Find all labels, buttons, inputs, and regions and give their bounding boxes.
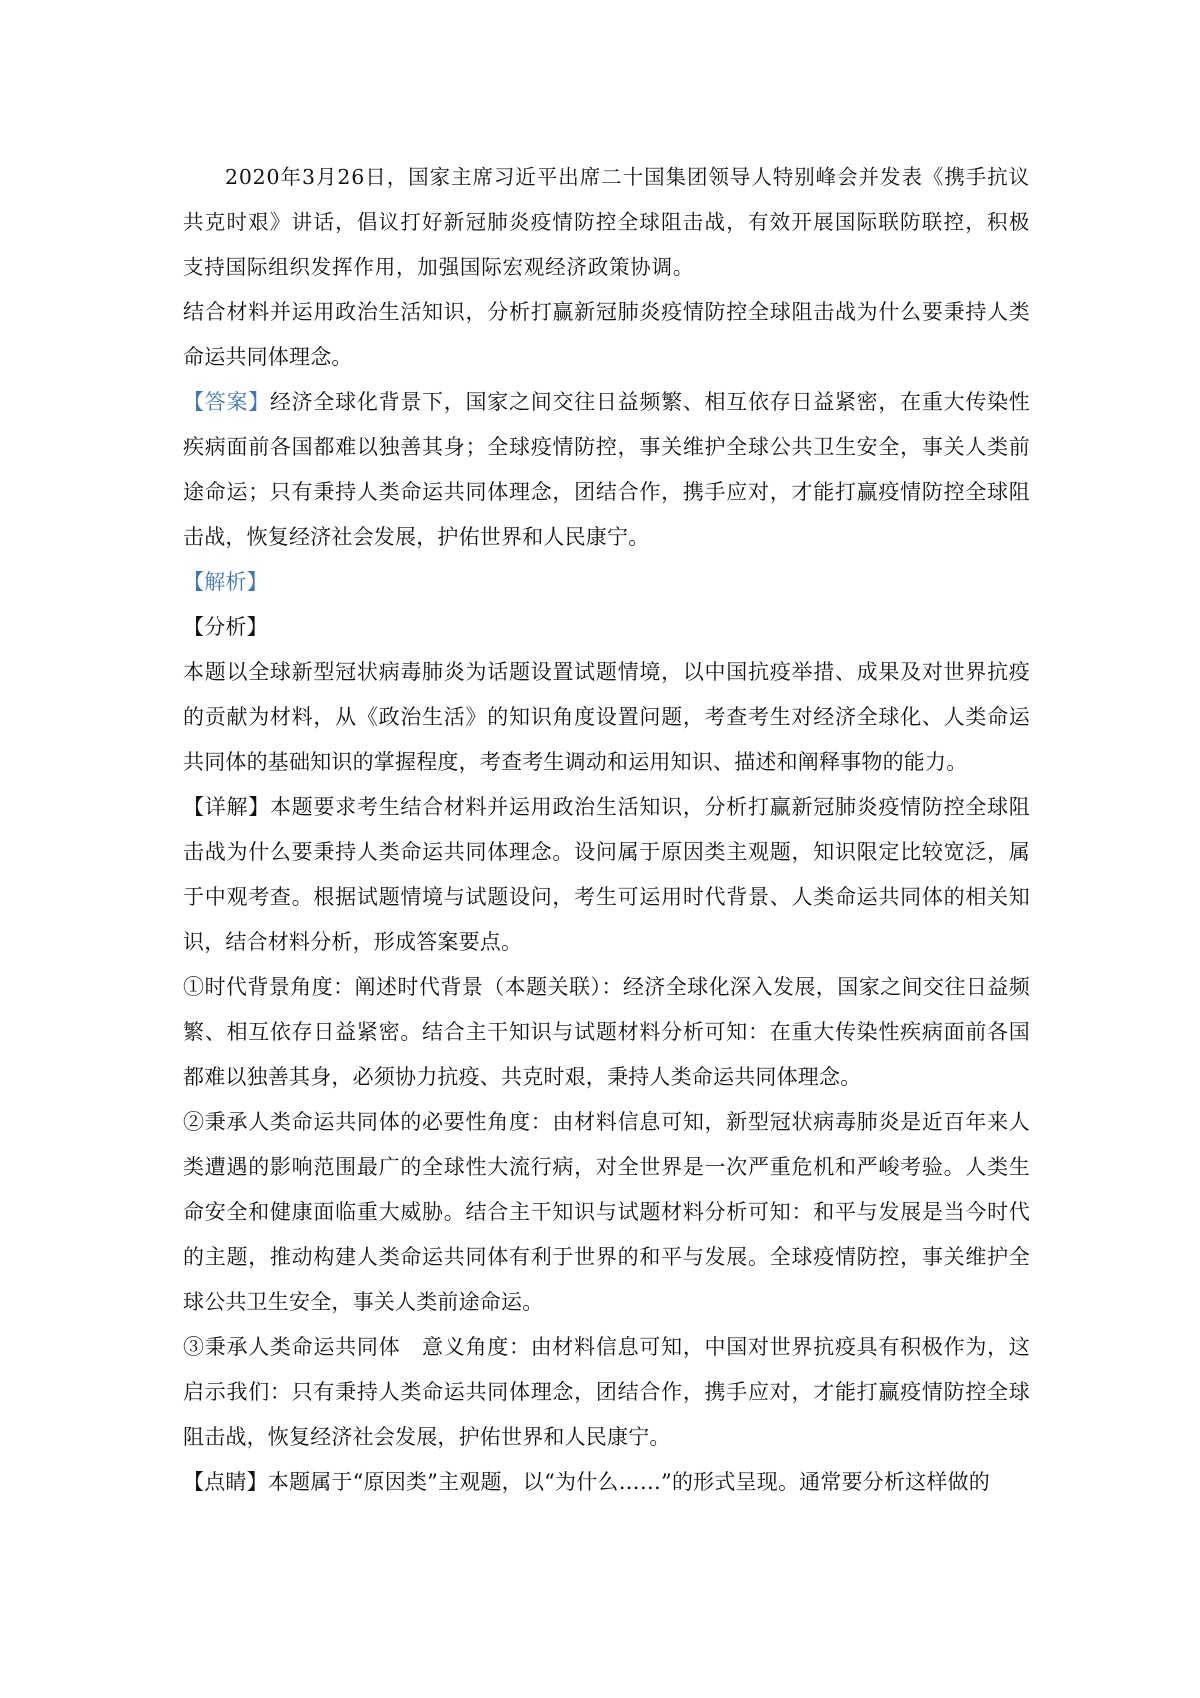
analysis-label: 【解析】: [183, 570, 268, 594]
detail-text: 本题要求考生结合材料并运用政治生活知识，分析打赢新冠肺炎疫情防控全球阻击战为什么要秉持人类命运共同体理念。设问属于原因类主观题，知识限定比较宽泛，属于中观考查。根据试题情境与试题设问，考生可运用时代背景、人类命运共同体的相关知识，结合材料分析，形成答案要点。: [183, 795, 1030, 954]
dianjing-label: 【点睛】: [183, 1470, 268, 1494]
answer-text: 经济全球化背景下，国家之间交往日益频繁、相互依存日益紧密，在重大传染性疾病面前各国都难以独善其身；全球疫情防控，事关维护全球公共卫生安全，事关人类前途命运；只有秉持人类命运共同体理念，团结合作，携手应对，才能打赢疫情防控全球阻击战，恢复经济社会发展，护佑世界和人民康宁。: [183, 390, 1030, 549]
point-paragraph: ①时代背景角度：阐述时代背景（本题关联）：经济全球化深入发展，国家之间交往日益频繁、相互依存日益紧密。结合主干知识与试题材料分析可知：在重大传染性疾病面前各国都难以独善其身，必须协力抗疫、共克时艰，秉持人类命运共同体理念。: [183, 975, 1030, 1089]
detail-label: 【详解】: [183, 795, 270, 819]
dianjing-paragraph: [183, 1460, 1030, 1505]
point-paragraph: ②秉承人类命运共同体的必要性角度：由材料信息可知，新型冠状病毒肺炎是近百年来人类遭遇的影响范围最广的全球性大流行病，对全世界是一次严重危机和严峻考验。人类生命安全和健康面临重大威胁。结合主干知识与试题材料分析可知：和平与发展是当今时代的主题，推动构建人类命运共同体有利于世界的和平与发展。全球疫情防控，事关维护全球公共卫生安全，事关人类前途命运。: [183, 1110, 1030, 1314]
question-paragraph: 结合材料并运用政治生活知识，分析打赢新冠肺炎疫情防控全球阻击战为什么要秉持人类命运共同体理念。: [183, 300, 1030, 369]
fenxi-heading: [183, 605, 1030, 650]
analysis-heading: [183, 560, 1030, 605]
answer-label: 【答案】: [183, 390, 270, 414]
answer-paragraph: [183, 380, 1030, 560]
fenxi-paragraph: 本题以全球新型冠状病毒肺炎为话题设置试题情境，以中国抗疫举措、成果及对世界抗疫的贡献为材料，从《政治生活》的知识角度设置问题，考查考生对经济全球化、人类命运共同体的基础知识的掌握程度，考查考生调动和运用知识、描述和阐释事物的能力。: [183, 660, 1030, 774]
material-paragraph: 2020年3月26日，国家主席习近平出席二十国集团领导人特别峰会并发表《携手抗议共克时艰》讲话，倡议打好新冠肺炎疫情防控全球阻击战，有效开展国际联防联控，积极支持国际组织发挥作用，加强国际宏观经济政策协调。: [183, 165, 1030, 279]
dianjing-text: 本题属于“原因类”主观题，以“为什么……”的形式呈现。通常要分析这样做的: [267, 1470, 990, 1494]
fenxi-label: 【分析】: [183, 615, 268, 639]
detail-paragraph: [183, 785, 1030, 965]
point-paragraph: ③秉承人类命运共同体 意义角度：由材料信息可知，中国对世界抗疫具有积极作为，这启示我们：只有秉持人类命运共同体理念，团结合作，携手应对，才能打赢疫情防控全球阻击战，恢复经济社会发展，护佑世界和人民康宁。: [183, 1335, 1030, 1449]
